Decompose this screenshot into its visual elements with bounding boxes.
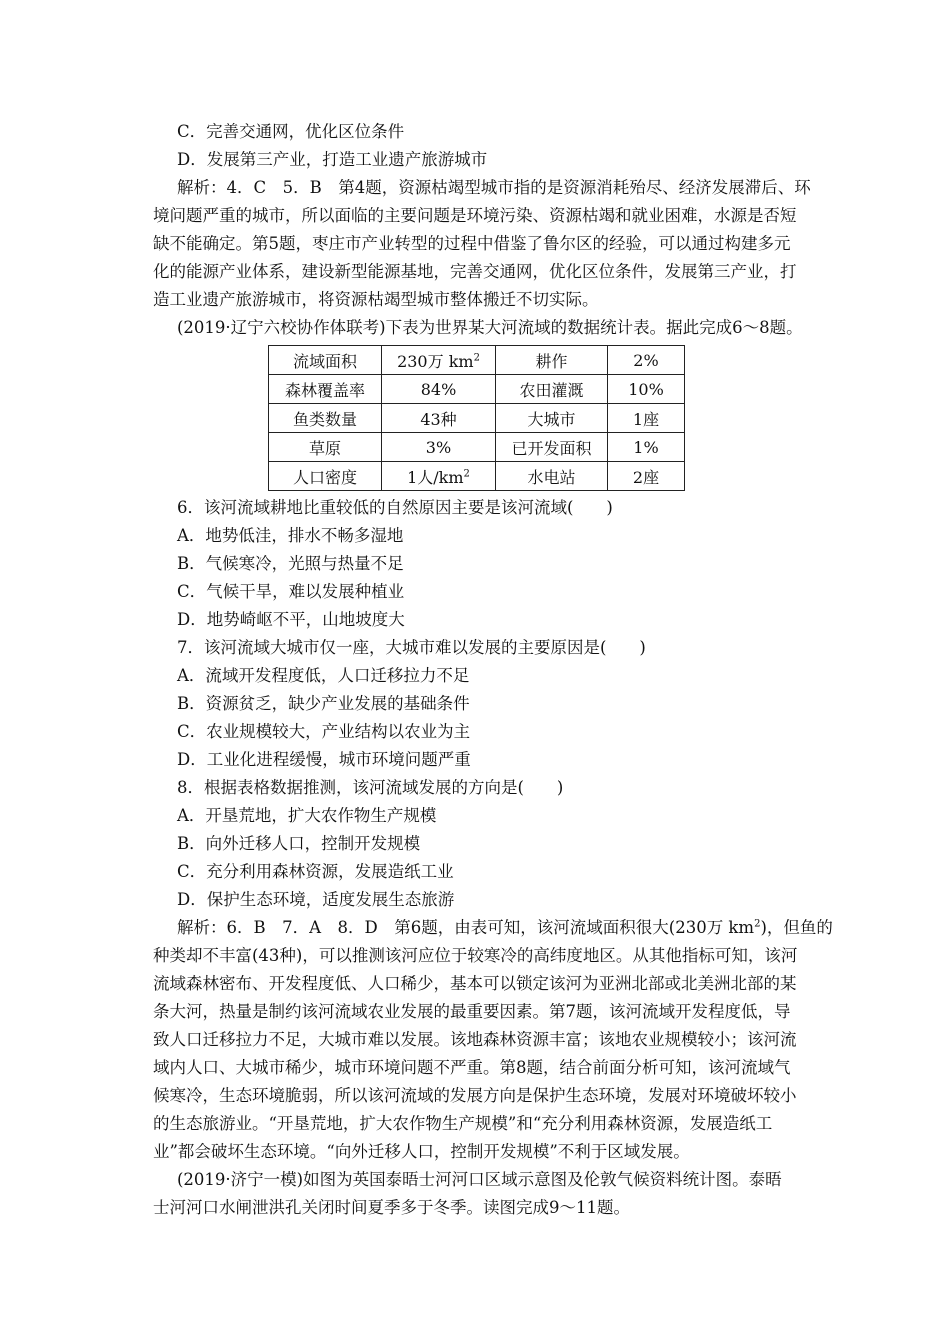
question-8-option: A．开垦荒地，扩大农作物生产规模 [177, 806, 437, 825]
option-d-q5: D．发展第三产业，打造工业遗产旅游城市 [177, 150, 488, 169]
question-7-option: C．农业规模较大，产业结构以农业为主 [177, 722, 471, 741]
table-cell: 森林覆盖率 [269, 375, 382, 404]
question-6-option: D．地势崎岖不平，山地坡度大 [177, 610, 405, 629]
table-cell: 10% [608, 375, 685, 404]
table-cell: 1% [608, 433, 685, 462]
question-8-stem: 8．根据表格数据推测，该河流域发展的方向是( ) [177, 778, 564, 797]
question-8-option: B．向外迁移人口，控制开发规模 [177, 834, 421, 853]
table-cell: 流域面积 [269, 346, 382, 375]
analysis-6-8-line: 业”都会破坏生态环境。“向外迁移人口，控制开发规模”不利于区域发展。 [153, 1142, 690, 1161]
river-basin-data-table [268, 345, 685, 491]
table-cell: 已开发面积 [496, 433, 608, 462]
question-8-option: D．保护生态环境，适度发展生态旅游 [177, 890, 455, 909]
question-7-option: A．流域开发程度低，人口迁移拉力不足 [177, 666, 470, 685]
analysis-6-8-line: 域内人口、大城市稀少，城市环境问题不严重。第8题，结合前面分析可知，该河流域气 [153, 1058, 791, 1077]
question-6-option: A．地势低洼，排水不畅多湿地 [177, 526, 404, 545]
analysis-4-5-line: 境问题严重的城市，所以面临的主要问题是环境污染、资源枯竭和就业困难，水源是否短 [153, 206, 797, 225]
table-cell: 草原 [269, 433, 382, 462]
table-cell: 农田灌溉 [496, 375, 608, 404]
table-row [269, 433, 685, 462]
table-cell: 84% [382, 375, 496, 404]
table-cell: 水电站 [496, 462, 608, 491]
table-cell: 1人$/km^2$ [382, 462, 496, 491]
table-cell: 人口密度 [269, 462, 382, 491]
analysis-6-8-line: 解析：6．B 7．A 8．D 第6题，由表可知，该河流域面积很大(230万 $km^2$)，但鱼的 [177, 918, 833, 937]
option-c-q5: C．完善交通网，优化区位条件 [177, 122, 405, 141]
analysis-6-8-line: 的生态旅游业。“开垦荒地，扩大农作物生产规模”和“充分利用森林资源，发展造纸工 [153, 1114, 773, 1133]
table-row [269, 346, 685, 375]
table-cell: 230万 $km^2$ [382, 346, 496, 375]
analysis-6-8-line: 流域森林密布、开发程度低、人口稀少，基本可以锁定该河为亚洲北部或北美洲北部的某 [153, 974, 797, 993]
analysis-6-8-line: 候寒冷，生态环境脆弱，所以该河流域的发展方向是保护生态环境，发展对环境破坏较小 [153, 1086, 797, 1105]
question-7-stem: 7．该河流域大城市仅一座，大城市难以发展的主要原因是( ) [177, 638, 646, 657]
question-6-stem: 6．该河流域耕地比重较低的自然原因主要是该河流域( ) [177, 498, 613, 517]
analysis-6-8-line: 条大河，热量是制约该河流域农业发展的最重要因素。第7题，该河流域开发程度低，导 [153, 1002, 791, 1021]
table-cell: 大城市 [496, 404, 608, 433]
intro-9-11-line: (2019·济宁一模)如图为英国泰晤士河河口区域示意图及伦敦气候资料统计图。泰晤 [177, 1170, 782, 1189]
analysis-4-5-line: 造工业遗产旅游城市，将资源枯竭型城市整体搬迁不切实际。 [153, 290, 599, 309]
intro-9-11-line: 士河河口水闸泄洪孔关闭时间夏季多于冬季。读图完成9～11题。 [153, 1198, 630, 1217]
table-row [269, 462, 685, 491]
table-cell: 鱼类数量 [269, 404, 382, 433]
table-row [269, 404, 685, 433]
table-cell: 43种 [382, 404, 496, 433]
table-cell: 2% [608, 346, 685, 375]
analysis-4-5-line: 缺不能确定。第5题，枣庄市产业转型的过程中借鉴了鲁尔区的经验，可以通过构建多元 [153, 234, 791, 253]
question-6-option: B．气候寒冷，光照与热量不足 [177, 554, 404, 573]
table-cell: 3% [382, 433, 496, 462]
table-cell: 1座 [608, 404, 685, 433]
intro-6-8: (2019·辽宁六校协作体联考)下表为世界某大河流域的数据统计表。据此完成6～8题。 [177, 318, 803, 337]
question-7-option: B．资源贫乏，缺少产业发展的基础条件 [177, 694, 470, 713]
table-cell: 耕作 [496, 346, 608, 375]
question-7-option: D．工业化进程缓慢，城市环境问题严重 [177, 750, 471, 769]
question-8-option: C．充分利用森林资源，发展造纸工业 [177, 862, 454, 881]
analysis-4-5-line: 解析：4．C 5．B 第4题，资源枯竭型城市指的是资源消耗殆尽、经济发展滞后、环 [177, 178, 811, 197]
table-row [269, 375, 685, 404]
table-cell: 2座 [608, 462, 685, 491]
analysis-6-8-line: 种类却不丰富(43种)，可以推测该河应位于较寒冷的高纬度地区。从其他指标可知，该河 [153, 946, 798, 965]
question-6-option: C．气候干旱，难以发展种植业 [177, 582, 405, 601]
analysis-4-5-line: 化的能源产业体系，建设新型能源基地，完善交通网，优化区位条件，发展第三产业，打 [153, 262, 797, 281]
analysis-6-8-line: 致人口迁移拉力不足，大城市难以发展。该地森林资源丰富；该地农业规模较小；该河流 [153, 1030, 797, 1049]
